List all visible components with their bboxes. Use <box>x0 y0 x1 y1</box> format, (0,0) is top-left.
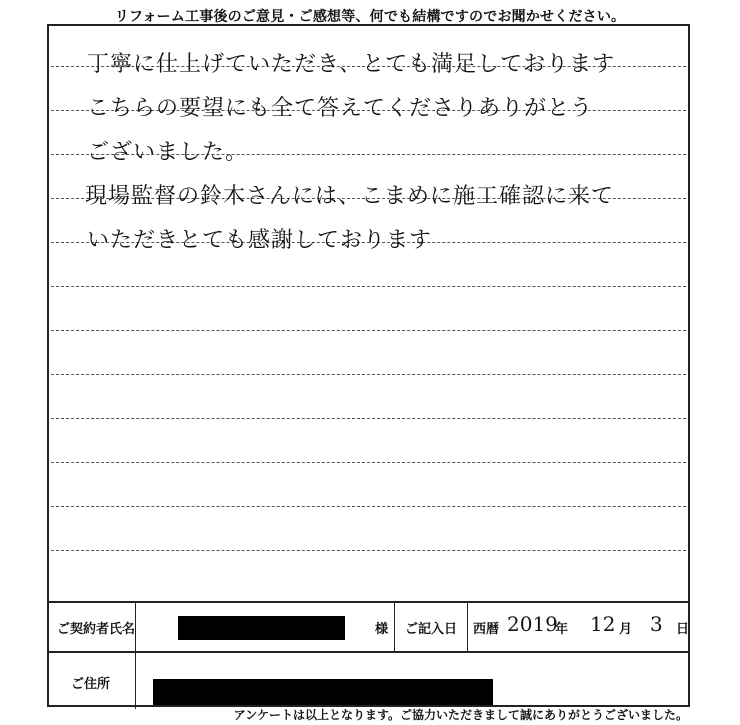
month-unit-label: 月 <box>619 622 633 637</box>
year-unit-label: 年 <box>555 622 569 637</box>
honorific-label: 様 <box>375 622 389 637</box>
era-label: 西暦 <box>473 622 500 637</box>
ruled-line <box>51 286 686 287</box>
survey-title: リフォーム工事後のご意見・ご感想等、何でも結構ですのでお聞かせください。 <box>114 9 626 25</box>
date-month-value: 12 <box>590 612 616 636</box>
comment-line-1: 丁寧に仕上げていただき、とても満足しております <box>87 52 616 77</box>
comment-line-3: ございました。 <box>87 140 249 165</box>
cell-divider <box>467 601 468 651</box>
name-label: ご契約者氏名 <box>57 622 136 637</box>
ruled-line <box>51 462 686 463</box>
table-row-divider <box>49 651 688 653</box>
ruled-line <box>51 374 686 375</box>
date-label: ご記入日 <box>405 622 458 637</box>
day-unit-label: 日 <box>676 622 690 637</box>
date-day-value: 3 <box>650 612 663 636</box>
ruled-line <box>51 506 686 507</box>
cell-divider <box>135 601 136 651</box>
comment-line-5: いただきとても感謝しております <box>87 228 433 253</box>
customer-info-table <box>49 601 688 705</box>
name-redaction <box>178 616 345 640</box>
address-label: ご住所 <box>71 677 111 692</box>
date-year-value: 2019 <box>507 612 558 636</box>
closing-note: アンケートは以上となります。ご協力いただきまして誠にありがとうございました。 <box>233 708 688 722</box>
address-redaction <box>153 679 493 705</box>
table-border-top <box>49 601 688 603</box>
cell-divider <box>135 651 136 709</box>
ruled-line <box>51 418 686 419</box>
comment-line-2: こちらの要望にも全て答えてくださりありがとう <box>87 96 594 121</box>
ruled-line <box>51 330 686 331</box>
comment-frame <box>47 24 690 707</box>
ruled-line <box>51 550 686 551</box>
comment-line-4: 現場監督の鈴木さんには、こまめに施工確認に来て <box>85 184 615 209</box>
cell-divider <box>394 601 395 651</box>
